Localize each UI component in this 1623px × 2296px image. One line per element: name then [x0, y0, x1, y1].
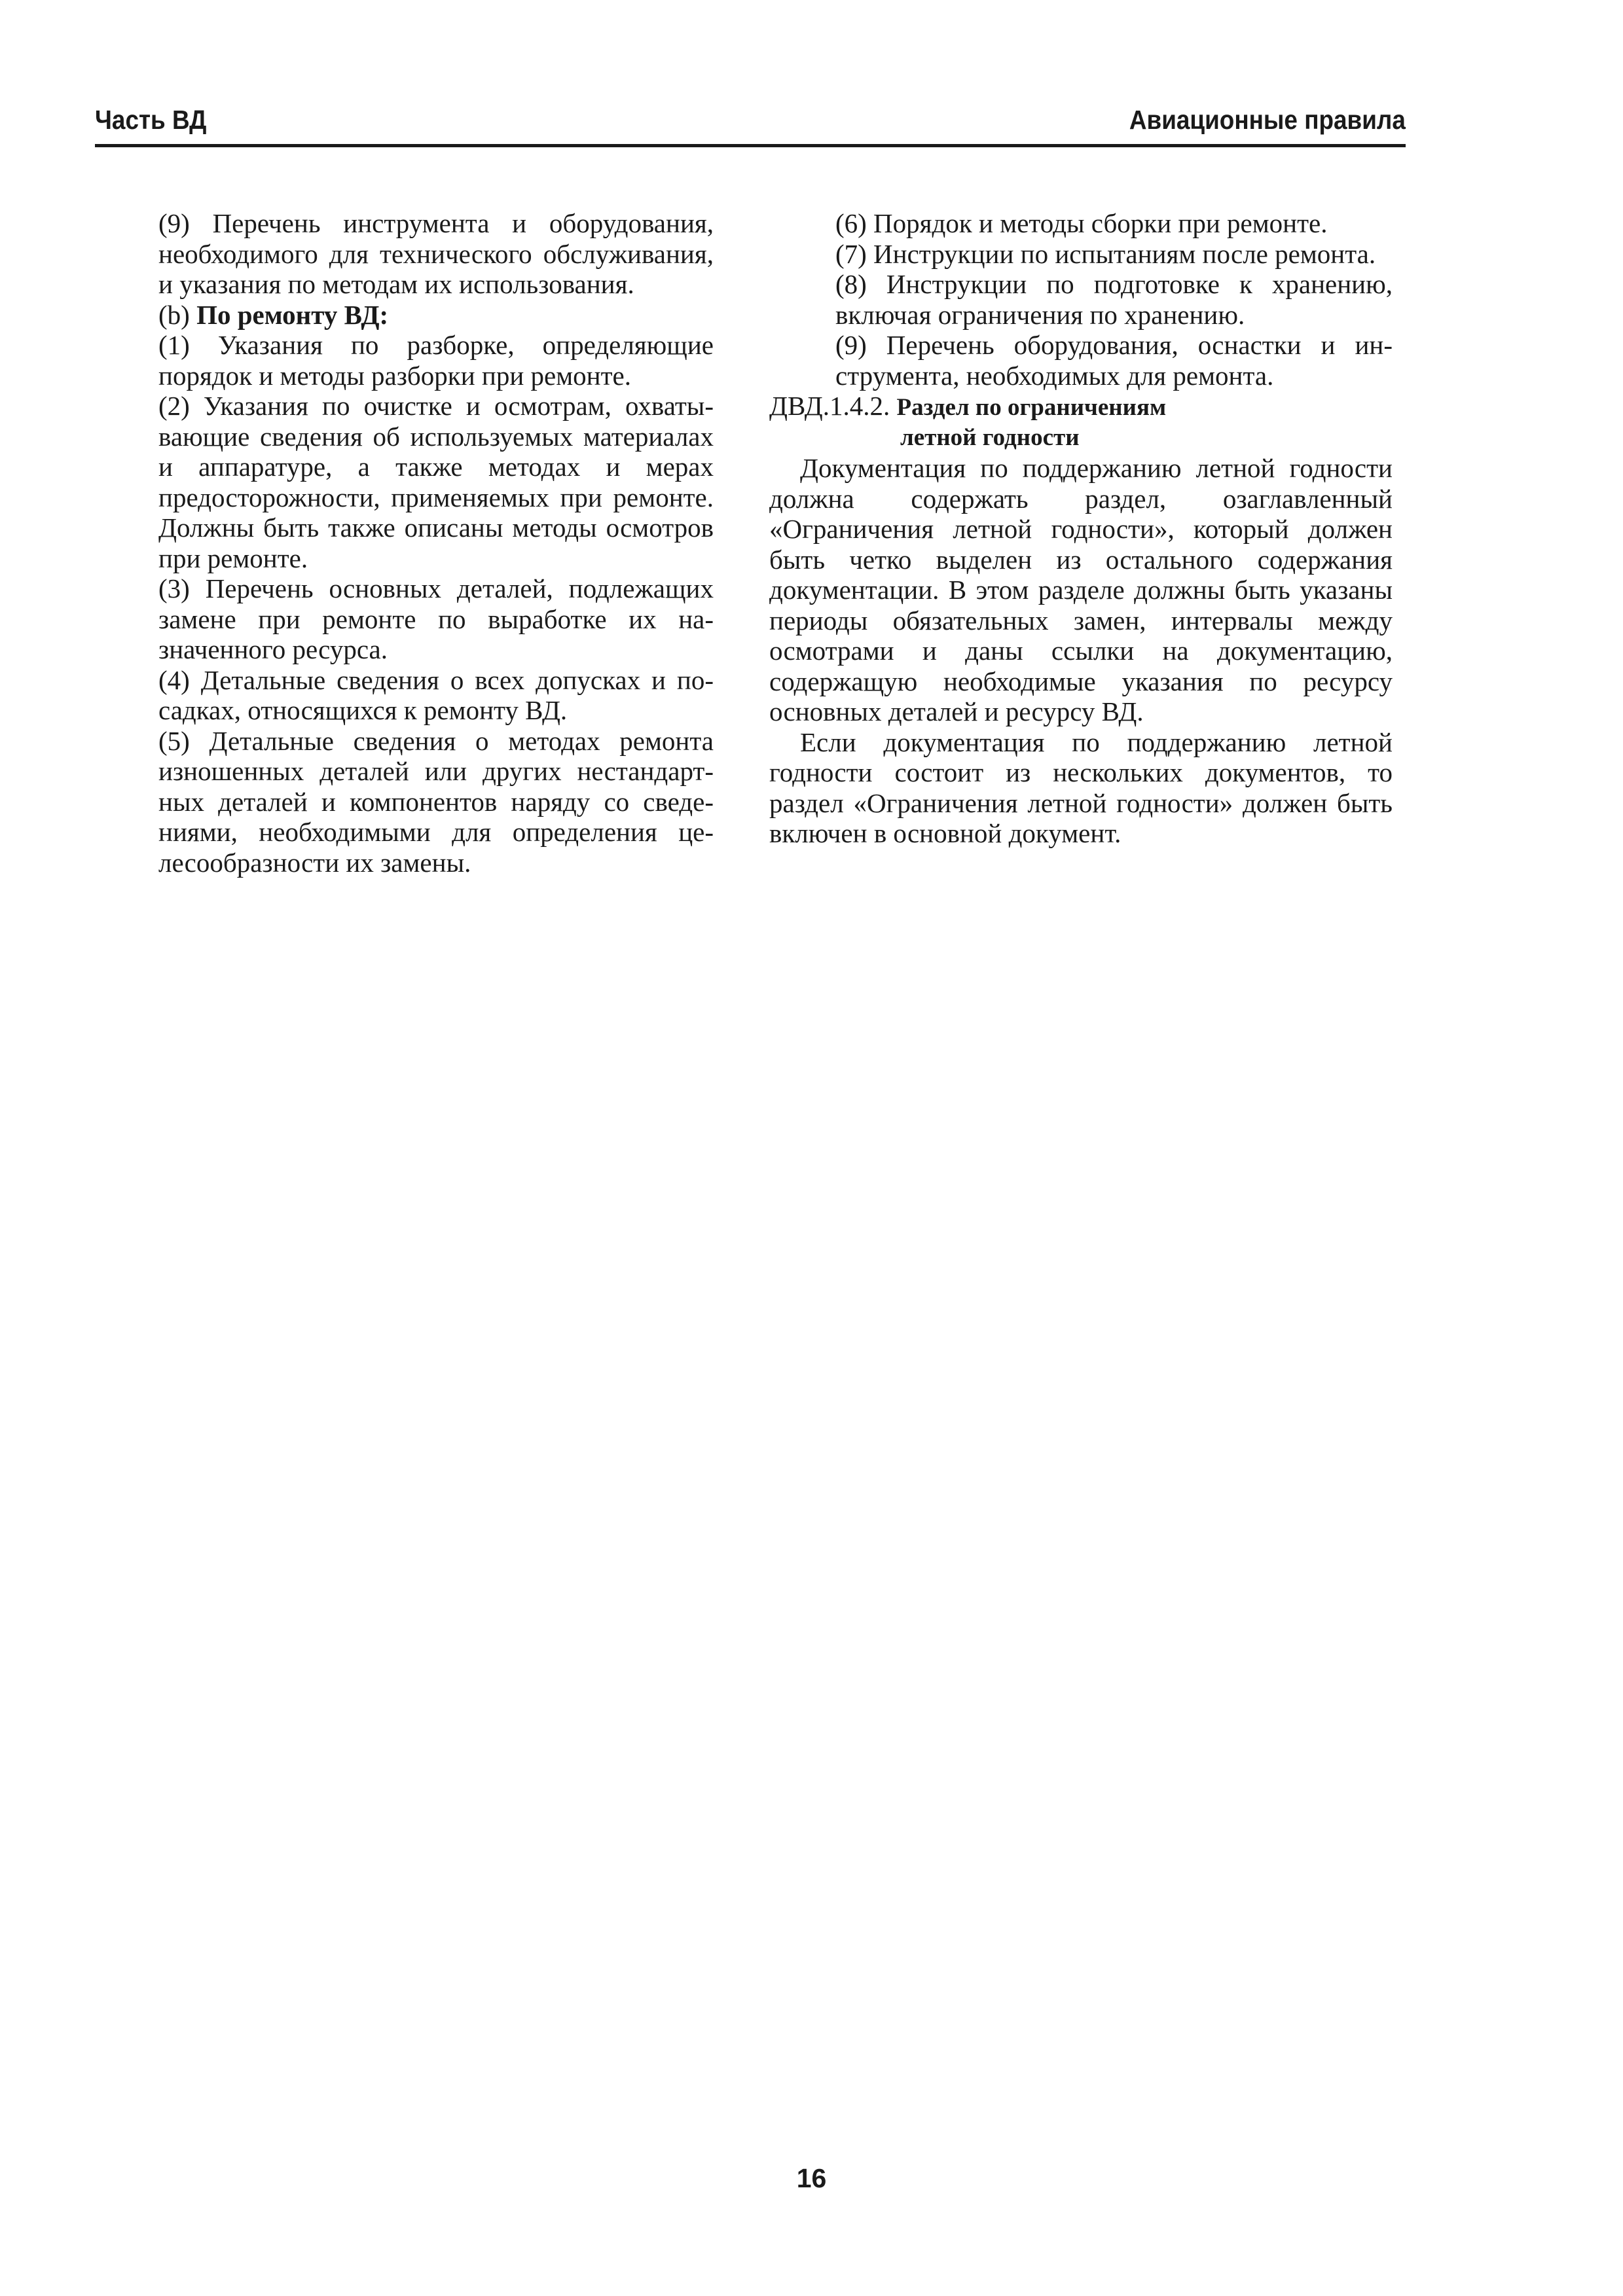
list-item: (6) Порядок и методы сборки при ремонте. [835, 208, 1328, 238]
list-item: (7) Инструкции по испытаниям после ремонта. [835, 238, 1376, 269]
list-item: (3) Перечень основных деталей, подлежащих замене при ремонте по выработке их назначенного ресурса. [158, 573, 714, 664]
subsection-title: По ремонту ВД: [196, 299, 389, 330]
list-item: (5) Детальные сведения о методах ремонта изношенных деталей или других нестандартных деталей и компонентов наряду со сведениями, необходимыми для определения целесообразности их замены. [158, 725, 714, 878]
list-item: (2) Указания по очистке и осмотрам, охватывающие сведения об используемых материалах и аппаратуре, а также методах и мерах предосторожности, применяемых при ремонте. Должны быть также описаны методы осмотров при ремонте. [158, 391, 714, 573]
right-column [769, 208, 1393, 849]
section-number: ДВД.1.4.2. [769, 391, 890, 421]
right-list [769, 208, 1393, 391]
section-title-line2: летной годности [900, 424, 1080, 451]
left-column [158, 208, 714, 878]
header-document-title: Авиационные правила [1129, 105, 1406, 135]
running-header [95, 105, 1406, 145]
list-item: (9) Перечень оборудования, оснастки и инструмента, необходимых для ремонта. [835, 330, 1393, 391]
page-number: 16 [796, 2163, 827, 2193]
section-title-line1: Раздел по ограничениям [896, 394, 1167, 421]
subsection-heading [158, 300, 714, 331]
list-item: (1) Указания по разборке, определяющие порядок и методы разборки при ремонте. [158, 330, 714, 391]
header-part-label: Часть ВД [95, 105, 207, 135]
list-item: (9) Перечень инструмента и оборудования, необходимого для технического обслуживания, и указания по методам их использования. [158, 208, 714, 299]
list-item: (4) Детальные сведения о всех допусках и посадках, относящихся к ремонту ВД. [158, 664, 714, 725]
section-heading [769, 391, 1393, 453]
body-paragraph: Документация по поддержанию летной годности должна содержать раздел, озаглавленный «Ограничения летной годности», который должен быть четко выделен из остального содержания документации. В этом разделе должны быть указаны периоды обязательных замен, интервалы между осмотрами и даны ссылки на документацию, содержащую необходимые указания по ресурсу основных деталей и ресурсу ВД. [769, 453, 1393, 726]
header-rule [95, 144, 1406, 147]
body-paragraph: Если документация по поддержанию летной годности состоит из нескольких документов, то раздел «Ограничения летной годности» должен быть включен в основной документ. [769, 726, 1393, 848]
list-item: (8) Инструкции по подготовке к хранению, включая ограничения по хранению. [835, 269, 1393, 330]
subsection-marker: (b) [158, 299, 190, 330]
